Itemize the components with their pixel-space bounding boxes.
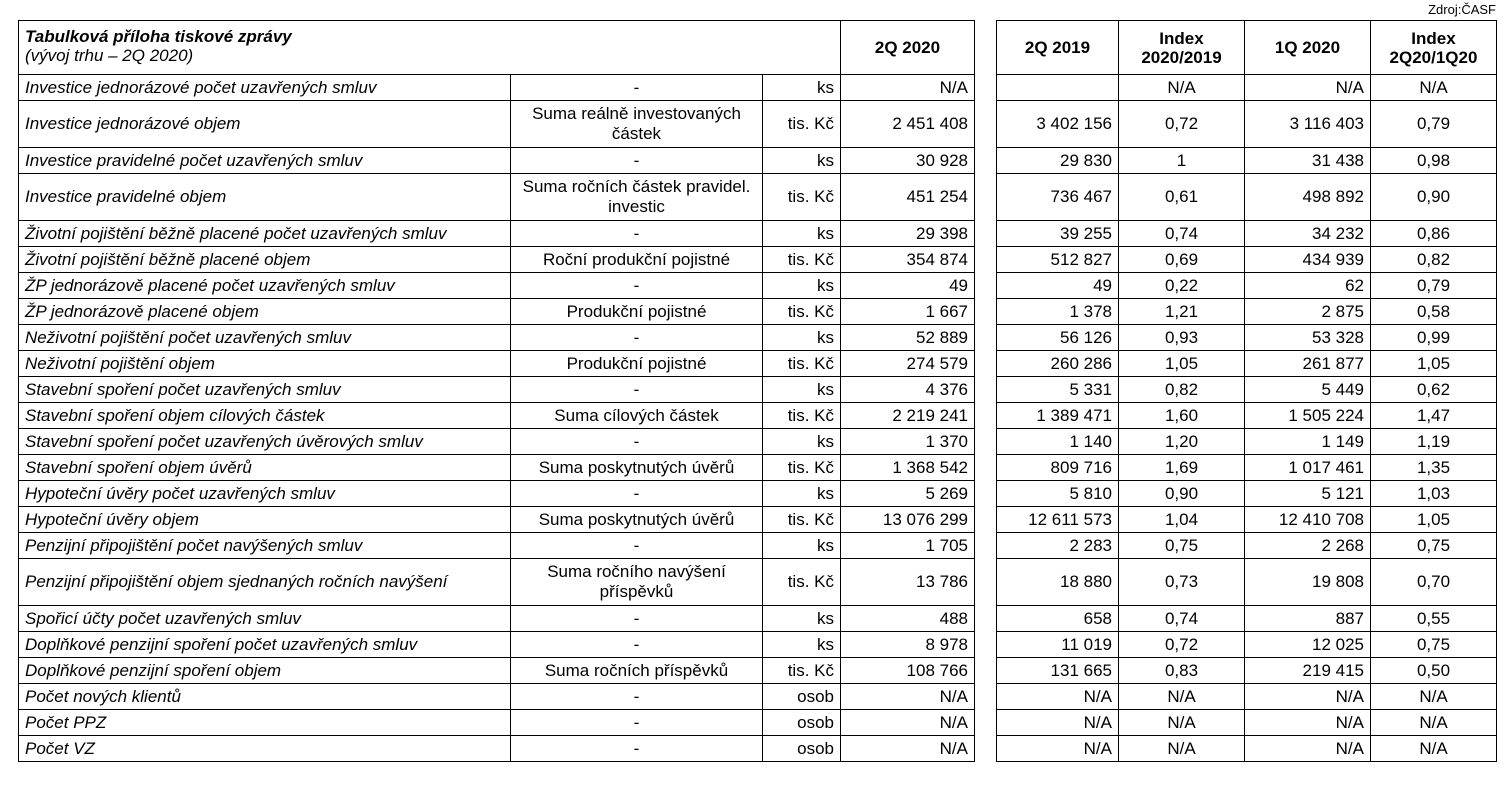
main-table-body: [19, 75, 975, 762]
row-q1-2020: 1 149: [1245, 429, 1371, 455]
row-q1-2020: 2 268: [1245, 533, 1371, 559]
table-row: [997, 221, 1497, 247]
row-q2-2020: 488: [841, 606, 975, 632]
row-name: Investice jednorázové počet uzavřených smluv: [19, 75, 511, 101]
row-measure: -: [511, 75, 763, 101]
row-index-yoy: 1,69: [1119, 455, 1245, 481]
row-name: Počet VZ: [19, 736, 511, 762]
table-row: [997, 325, 1497, 351]
table-row: [19, 481, 975, 507]
row-q1-2020: N/A: [1245, 736, 1371, 762]
row-q2-2019: N/A: [997, 684, 1119, 710]
table-row: [19, 351, 975, 377]
row-q1-2020: 887: [1245, 606, 1371, 632]
header-index-qoq: Index 2Q20/1Q20: [1371, 21, 1497, 75]
table-row: [19, 684, 975, 710]
row-q2-2019: 2 283: [997, 533, 1119, 559]
row-measure: Suma poskytnutých úvěrů: [511, 507, 763, 533]
row-index-yoy: 0,93: [1119, 325, 1245, 351]
row-index-qoq: 0,50: [1371, 658, 1497, 684]
row-q2-2019: 39 255: [997, 221, 1119, 247]
table-row: [997, 507, 1497, 533]
row-index-qoq: 0,55: [1371, 606, 1497, 632]
table-row: [997, 75, 1497, 101]
row-q2-2019: 56 126: [997, 325, 1119, 351]
row-q2-2019: [997, 75, 1119, 101]
row-index-qoq: 0,70: [1371, 559, 1497, 606]
row-measure: -: [511, 273, 763, 299]
row-q1-2020: 2 875: [1245, 299, 1371, 325]
row-q2-2020: 274 579: [841, 351, 975, 377]
row-q1-2020: 62: [1245, 273, 1371, 299]
row-unit: tis. Kč: [763, 247, 841, 273]
row-index-yoy: 0,72: [1119, 632, 1245, 658]
row-name: Spořicí účty počet uzavřených smluv: [19, 606, 511, 632]
row-q2-2019: N/A: [997, 736, 1119, 762]
row-measure: -: [511, 148, 763, 174]
row-q2-2019: 736 467: [997, 174, 1119, 221]
main-table: [18, 20, 975, 762]
row-index-qoq: N/A: [1371, 684, 1497, 710]
row-name: Doplňkové penzijní spoření objem: [19, 658, 511, 684]
row-measure: Suma cílových částek: [511, 403, 763, 429]
row-q1-2020: N/A: [1245, 684, 1371, 710]
row-name: Doplňkové penzijní spoření počet uzavřených smluv: [19, 632, 511, 658]
source-label: Zdroj:ČASF: [1428, 2, 1496, 17]
row-measure: Suma ročního navýšení příspěvků: [511, 559, 763, 606]
row-index-qoq: 0,75: [1371, 632, 1497, 658]
row-index-yoy: 1: [1119, 148, 1245, 174]
table-row: [997, 377, 1497, 403]
row-q2-2020: 8 978: [841, 632, 975, 658]
table-row: [19, 325, 975, 351]
row-q2-2019: 1 389 471: [997, 403, 1119, 429]
row-index-qoq: 0,86: [1371, 221, 1497, 247]
row-measure: -: [511, 481, 763, 507]
row-q2-2019: 1 378: [997, 299, 1119, 325]
table-row: [19, 559, 975, 606]
row-unit: ks: [763, 606, 841, 632]
row-name: Počet nových klientů: [19, 684, 511, 710]
header-index-yoy: Index 2020/2019: [1119, 21, 1245, 75]
row-unit: ks: [763, 325, 841, 351]
table-title: Tabulková příloha tiskové zprávy: [25, 27, 292, 46]
row-q2-2019: 3 402 156: [997, 101, 1119, 148]
row-measure: -: [511, 684, 763, 710]
row-q1-2020: 261 877: [1245, 351, 1371, 377]
row-name: Životní pojištění běžně placené objem: [19, 247, 511, 273]
row-index-qoq: 0,58: [1371, 299, 1497, 325]
table-row: [19, 658, 975, 684]
row-q2-2020: 29 398: [841, 221, 975, 247]
row-q1-2020: 53 328: [1245, 325, 1371, 351]
row-unit: ks: [763, 75, 841, 101]
table-row: [19, 299, 975, 325]
row-index-qoq: N/A: [1371, 75, 1497, 101]
row-measure: Suma ročních částek pravidel. investic: [511, 174, 763, 221]
table-row: [997, 403, 1497, 429]
row-index-qoq: 1,05: [1371, 351, 1497, 377]
row-measure: Suma poskytnutých úvěrů: [511, 455, 763, 481]
row-index-qoq: 0,79: [1371, 101, 1497, 148]
row-index-qoq: 1,19: [1371, 429, 1497, 455]
header-q2-2019: 2Q 2019: [997, 21, 1119, 75]
row-measure: -: [511, 606, 763, 632]
row-unit: ks: [763, 221, 841, 247]
row-index-yoy: N/A: [1119, 75, 1245, 101]
row-unit: tis. Kč: [763, 507, 841, 533]
row-q2-2019: 809 716: [997, 455, 1119, 481]
row-name: Neživotní pojištění objem: [19, 351, 511, 377]
table-row: [19, 507, 975, 533]
row-measure: Produkční pojistné: [511, 351, 763, 377]
row-measure: Roční produkční pojistné: [511, 247, 763, 273]
row-index-yoy: 0,74: [1119, 606, 1245, 632]
row-measure: -: [511, 736, 763, 762]
row-q2-2019: 18 880: [997, 559, 1119, 606]
table-title-cell: [19, 21, 841, 75]
table-row: [19, 429, 975, 455]
row-index-yoy: 0,69: [1119, 247, 1245, 273]
row-unit: ks: [763, 148, 841, 174]
row-q2-2020: 2 451 408: [841, 101, 975, 148]
row-q2-2020: 451 254: [841, 174, 975, 221]
row-index-qoq: 1,03: [1371, 481, 1497, 507]
row-index-yoy: 1,05: [1119, 351, 1245, 377]
table-row: [997, 533, 1497, 559]
row-index-qoq: 1,47: [1371, 403, 1497, 429]
row-index-qoq: N/A: [1371, 736, 1497, 762]
row-unit: osob: [763, 736, 841, 762]
row-index-yoy: 0,22: [1119, 273, 1245, 299]
row-unit: ks: [763, 533, 841, 559]
row-index-qoq: 1,35: [1371, 455, 1497, 481]
row-q2-2020: N/A: [841, 710, 975, 736]
row-q2-2020: 52 889: [841, 325, 975, 351]
row-q1-2020: 31 438: [1245, 148, 1371, 174]
row-index-yoy: N/A: [1119, 736, 1245, 762]
header-row: [19, 21, 975, 75]
row-q2-2020: 30 928: [841, 148, 975, 174]
row-q2-2019: 12 611 573: [997, 507, 1119, 533]
table-row: [997, 455, 1497, 481]
table-row: [19, 710, 975, 736]
row-name: Hypoteční úvěry objem: [19, 507, 511, 533]
row-q1-2020: 5 121: [1245, 481, 1371, 507]
row-index-qoq: 0,79: [1371, 273, 1497, 299]
row-q2-2019: 29 830: [997, 148, 1119, 174]
table-row: [997, 101, 1497, 148]
row-name: Stavební spoření objem cílových částek: [19, 403, 511, 429]
table-row: [19, 606, 975, 632]
row-index-yoy: 0,61: [1119, 174, 1245, 221]
row-measure: Suma reálně investovaných částek: [511, 101, 763, 148]
row-index-qoq: 0,62: [1371, 377, 1497, 403]
row-q2-2020: N/A: [841, 75, 975, 101]
row-q1-2020: 19 808: [1245, 559, 1371, 606]
row-q2-2019: 1 140: [997, 429, 1119, 455]
table-row: [19, 101, 975, 148]
row-q1-2020: 434 939: [1245, 247, 1371, 273]
row-q1-2020: 34 232: [1245, 221, 1371, 247]
row-unit: ks: [763, 429, 841, 455]
table-row: [19, 247, 975, 273]
header-q2-2020: 2Q 2020: [841, 21, 975, 75]
table-row: [19, 736, 975, 762]
table-row: [997, 736, 1497, 762]
table-row: [19, 148, 975, 174]
table-row: [997, 299, 1497, 325]
row-unit: ks: [763, 377, 841, 403]
table-row: [19, 455, 975, 481]
header-q1-2020: 1Q 2020: [1245, 21, 1371, 75]
row-name: Stavební spoření počet uzavřených úvěrových smluv: [19, 429, 511, 455]
row-index-yoy: 1,04: [1119, 507, 1245, 533]
row-q2-2020: 1 368 542: [841, 455, 975, 481]
row-q1-2020: 3 116 403: [1245, 101, 1371, 148]
row-unit: osob: [763, 710, 841, 736]
table-row: [997, 273, 1497, 299]
row-name: Stavební spoření počet uzavřených smluv: [19, 377, 511, 403]
table-row: [997, 148, 1497, 174]
table-row: [19, 403, 975, 429]
row-q2-2020: 354 874: [841, 247, 975, 273]
table-row: [997, 481, 1497, 507]
row-q2-2020: 108 766: [841, 658, 975, 684]
row-index-yoy: N/A: [1119, 684, 1245, 710]
row-q2-2019: 260 286: [997, 351, 1119, 377]
row-unit: tis. Kč: [763, 455, 841, 481]
table-row: [997, 429, 1497, 455]
row-name: Investice jednorázové objem: [19, 101, 511, 148]
row-index-yoy: 0,75: [1119, 533, 1245, 559]
row-q1-2020: 219 415: [1245, 658, 1371, 684]
row-q2-2019: 49: [997, 273, 1119, 299]
row-q2-2020: 1 370: [841, 429, 975, 455]
row-measure: -: [511, 632, 763, 658]
table-row: [19, 273, 975, 299]
row-measure: Suma ročních příspěvků: [511, 658, 763, 684]
row-q1-2020: N/A: [1245, 75, 1371, 101]
row-index-yoy: 1,60: [1119, 403, 1245, 429]
row-q2-2020: 13 076 299: [841, 507, 975, 533]
row-q1-2020: 12 025: [1245, 632, 1371, 658]
row-name: ŽP jednorázově placené počet uzavřených smluv: [19, 273, 511, 299]
row-index-yoy: 0,82: [1119, 377, 1245, 403]
row-measure: -: [511, 429, 763, 455]
table-row: [19, 75, 975, 101]
row-q2-2020: N/A: [841, 736, 975, 762]
row-q2-2020: N/A: [841, 684, 975, 710]
row-measure: -: [511, 710, 763, 736]
row-unit: osob: [763, 684, 841, 710]
table-row: [997, 351, 1497, 377]
row-name: Hypoteční úvěry počet uzavřených smluv: [19, 481, 511, 507]
row-index-qoq: 0,82: [1371, 247, 1497, 273]
row-unit: tis. Kč: [763, 101, 841, 148]
row-index-yoy: N/A: [1119, 710, 1245, 736]
row-index-qoq: N/A: [1371, 710, 1497, 736]
comparison-table-body: [997, 75, 1497, 762]
row-unit: ks: [763, 273, 841, 299]
row-index-qoq: 0,99: [1371, 325, 1497, 351]
row-unit: tis. Kč: [763, 299, 841, 325]
comparison-table: [996, 20, 1497, 762]
row-q2-2020: 1 667: [841, 299, 975, 325]
row-q1-2020: N/A: [1245, 710, 1371, 736]
row-index-yoy: 0,83: [1119, 658, 1245, 684]
table-row: [997, 684, 1497, 710]
row-q2-2020: 1 705: [841, 533, 975, 559]
row-q2-2020: 13 786: [841, 559, 975, 606]
row-q2-2019: 11 019: [997, 632, 1119, 658]
row-unit: ks: [763, 632, 841, 658]
row-name: Penzijní připojištění počet navýšených smluv: [19, 533, 511, 559]
table-row: [19, 377, 975, 403]
row-q1-2020: 498 892: [1245, 174, 1371, 221]
row-name: Životní pojištění běžně placené počet uzavřených smluv: [19, 221, 511, 247]
row-q2-2019: N/A: [997, 710, 1119, 736]
row-index-yoy: 1,20: [1119, 429, 1245, 455]
row-unit: tis. Kč: [763, 403, 841, 429]
row-q2-2019: 658: [997, 606, 1119, 632]
row-q2-2019: 131 665: [997, 658, 1119, 684]
row-q1-2020: 1 505 224: [1245, 403, 1371, 429]
row-q2-2020: 49: [841, 273, 975, 299]
row-index-yoy: 1,21: [1119, 299, 1245, 325]
row-name: ŽP jednorázově placené objem: [19, 299, 511, 325]
row-name: Počet PPZ: [19, 710, 511, 736]
row-measure: -: [511, 221, 763, 247]
row-q1-2020: 5 449: [1245, 377, 1371, 403]
row-measure: Produkční pojistné: [511, 299, 763, 325]
table-row: [997, 710, 1497, 736]
row-name: Penzijní připojištění objem sjednaných ročních navýšení: [19, 559, 511, 606]
table-row: [997, 559, 1497, 606]
table-row: [997, 606, 1497, 632]
row-unit: tis. Kč: [763, 351, 841, 377]
row-q2-2020: 2 219 241: [841, 403, 975, 429]
row-index-yoy: 0,72: [1119, 101, 1245, 148]
table-subtitle: (vývoj trhu – 2Q 2020): [25, 46, 194, 65]
row-measure: -: [511, 533, 763, 559]
row-q1-2020: 1 017 461: [1245, 455, 1371, 481]
row-name: Stavební spoření objem úvěrů: [19, 455, 511, 481]
row-index-qoq: 1,05: [1371, 507, 1497, 533]
row-name: Investice pravidelné objem: [19, 174, 511, 221]
header-row: [997, 21, 1497, 75]
table-row: [19, 632, 975, 658]
row-unit: tis. Kč: [763, 658, 841, 684]
table-row: [997, 658, 1497, 684]
row-q2-2019: 5 331: [997, 377, 1119, 403]
table-row: [997, 632, 1497, 658]
row-unit: ks: [763, 481, 841, 507]
table-row: [19, 174, 975, 221]
row-unit: tis. Kč: [763, 174, 841, 221]
row-index-yoy: 0,90: [1119, 481, 1245, 507]
row-index-yoy: 0,74: [1119, 221, 1245, 247]
row-measure: -: [511, 377, 763, 403]
table-row: [19, 533, 975, 559]
row-q2-2020: 5 269: [841, 481, 975, 507]
row-q1-2020: 12 410 708: [1245, 507, 1371, 533]
row-index-yoy: 0,73: [1119, 559, 1245, 606]
table-row: [19, 221, 975, 247]
row-unit: tis. Kč: [763, 559, 841, 606]
row-index-qoq: 0,75: [1371, 533, 1497, 559]
row-index-qoq: 0,98: [1371, 148, 1497, 174]
row-name: Neživotní pojištění počet uzavřených smluv: [19, 325, 511, 351]
row-name: Investice pravidelné počet uzavřených smluv: [19, 148, 511, 174]
table-row: [997, 247, 1497, 273]
row-q2-2019: 512 827: [997, 247, 1119, 273]
row-measure: -: [511, 325, 763, 351]
row-q2-2020: 4 376: [841, 377, 975, 403]
row-q2-2019: 5 810: [997, 481, 1119, 507]
row-index-qoq: 0,90: [1371, 174, 1497, 221]
table-row: [997, 174, 1497, 221]
